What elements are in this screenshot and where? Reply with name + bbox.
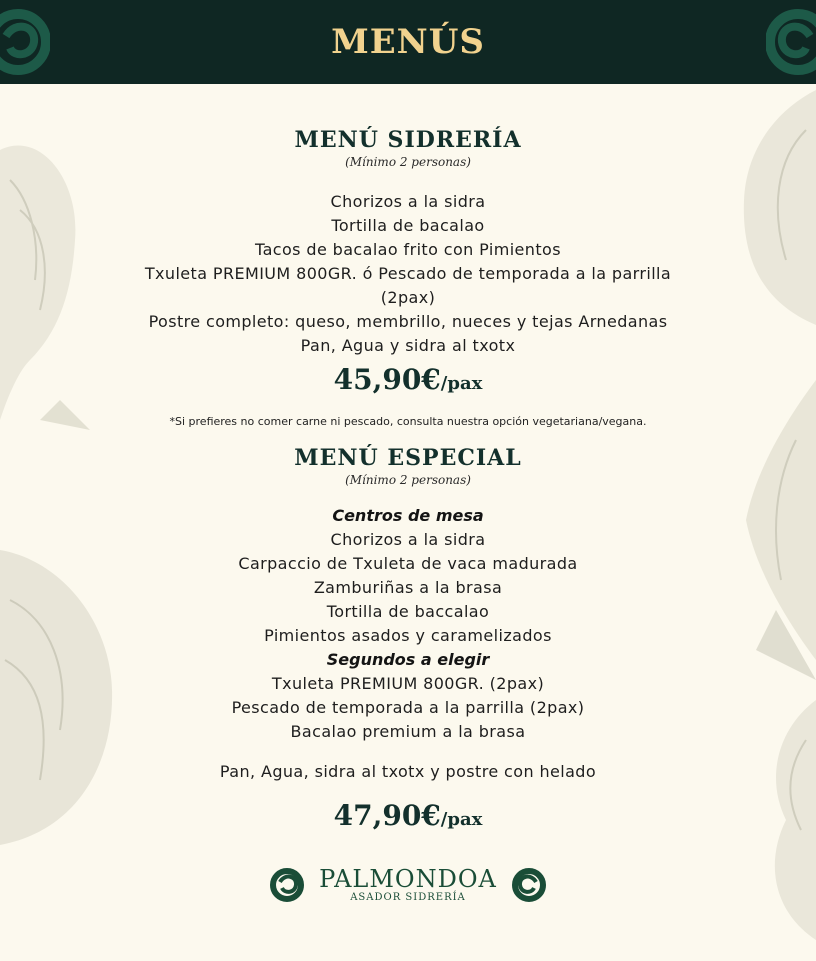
menu-extras: Pan, Agua, sidra al txotx y postre con helado [219, 762, 597, 781]
menu-item: Chorizos a la sidra [330, 530, 486, 549]
swirl-emblem-icon [766, 6, 816, 76]
menu-especial-title: MENÚ ESPECIAL [294, 445, 522, 471]
menu-sidreria-subtitle: (Mínimo 2 personas) [345, 155, 471, 169]
page-title: MENÚS [331, 22, 485, 62]
menu-item: Bacalao premium a la brasa [290, 722, 526, 741]
menu-sidreria-title: MENÚ SIDRERÍA [294, 127, 522, 153]
menu-especial-section [0, 444, 816, 838]
price-amount: 47,90€ [333, 799, 441, 832]
menu-sidreria-price [0, 362, 816, 402]
menu-item: Pescado de temporada a la parrilla (2pax) [231, 698, 585, 717]
logo-tagline: ASADOR SIDRERÍA [350, 892, 466, 903]
menu-sidreria-items [0, 190, 816, 358]
menu-item: Txuleta PREMIUM 800GR. (2pax) [271, 674, 545, 693]
menu-item: Postre completo: queso, membrillo, nueces y tejas Arnedanas [148, 312, 668, 331]
swirl-emblem-icon [0, 6, 50, 76]
swirl-emblem-icon [269, 867, 305, 903]
category-label: Centros de mesa [332, 506, 484, 525]
menu-especial-subtitle: (Mínimo 2 personas) [345, 473, 471, 487]
menu-item: Chorizos a la sidra [330, 192, 486, 211]
menu-item: Tortilla de bacalao [331, 216, 485, 235]
price-unit: /pax [440, 809, 483, 830]
menu-item: Tacos de bacalao frito con Pimientos [255, 240, 561, 259]
menu-item: Tortilla de baccalao [326, 602, 490, 621]
menu-item: Pimientos asados y caramelizados [264, 626, 552, 645]
swirl-emblem-icon [511, 867, 547, 903]
menu-item: Pan, Agua y sidra al txotx [300, 336, 516, 355]
menu-especial-items [0, 504, 816, 744]
menu-especial-price [0, 798, 816, 838]
menu-content [0, 84, 816, 838]
logo-text [319, 866, 497, 904]
menu-item: Txuleta PREMIUM 800GR. ó Pescado de temporada a la parrilla [144, 264, 672, 283]
menu-item: (2pax) [380, 288, 436, 307]
price-unit: /pax [440, 373, 483, 394]
vegetarian-note: *Si prefieres no comer carne ni pescado, consulta nuestra opción vegetariana/vegana. [169, 415, 647, 428]
menu-item: Zamburiñas a la brasa [313, 578, 503, 597]
price-amount: 45,90€ [333, 363, 441, 396]
menu-sidreria-section [0, 126, 816, 430]
menu-item: Carpaccio de Txuleta de vaca madurada [238, 554, 578, 573]
logo-name: PALMONDOA [319, 865, 497, 893]
category-label: Segundos a elegir [326, 650, 490, 669]
header-bar [0, 0, 816, 84]
brand-logo [0, 860, 816, 910]
